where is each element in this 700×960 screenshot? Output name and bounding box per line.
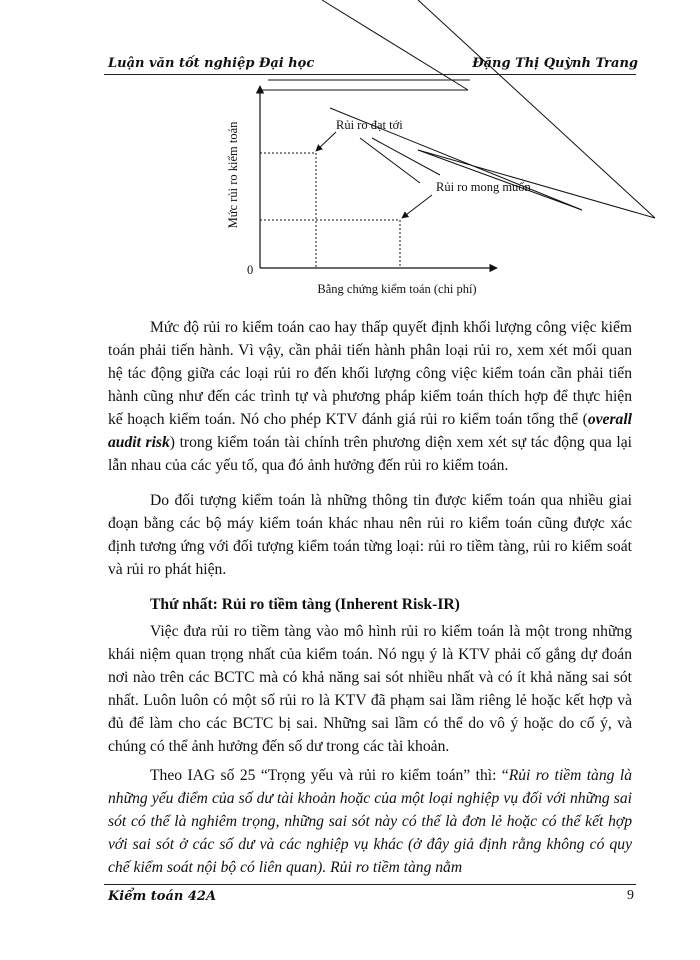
paragraph-2: Do đối tượng kiểm toán là những thông tin được kiểm toán qua nhiều giai đoạn bằng các bộ máy kiểm toán khác nhau nên rủi ro kiểm toán cũng được xác định tương ứng với đối tượng kiểm toán từng loại: rủi ro tiềm tàng, rủi ro kiểm soát và rủi ro phát hiện. [108, 492, 632, 578]
paragraph-1: Mức độ rủi ro kiểm toán cao hay thấp quyết định khối lượng công việc kiểm toán phải tiến hành. Vì vậy, cần phải tiến hành phân loại rủi ro, xem xét mối quan hệ tác động giữa các loại rủi ro đến khối lượng công việc kiểm toán cần phải tiến hành cũng như đến các trình tự và phương pháp kiểm toán thích hợp để thực hiện kế hoạch kiểm toán. Nó cho phép KTV đánh giá rủi ro kiểm toán tổng thể (overall audit risk) trong kiểm toán tài chính trên phương diện xem xét sự tác động qua lại lẫn nhau của các yếu tố, qua đó ảnh hưởng đến rủi ro kiểm toán. [108, 319, 632, 474]
body-text [108, 316, 632, 879]
y-axis-label: Mức rủi ro kiểm toán [226, 121, 240, 229]
quote-iag25: Rủi ro tiềm tàng là những yếu điểm của số dư tài khoản hoặc của một loại nghiệp vụ đối với những sai sót có thể là nghiêm trọng, những sai sót này có thể là đơn lẻ hoặc có thể kết hợp với sai sót ở các số dư và các nghiệp vụ khác (ở đây giả định rằng không có quy chế kiểm soát nội bộ có liên quan). Rủi ro tiềm tàng nằm [108, 767, 632, 876]
footer-rule [104, 884, 636, 885]
arrow-desired [402, 195, 432, 218]
footer-left: Kiểm toán 42A [108, 889, 217, 904]
risk-diagram [0, 0, 700, 310]
page-number: 9 [627, 888, 634, 903]
arrow-achieved [316, 132, 336, 151]
paragraph-4: Theo IAG số 25 “Trọng yếu và rủi ro kiểm toán” thì: “Rủi ro tiềm tàng là những yếu điểm của số dư tài khoản hoặc của một loại nghiệp vụ đối với những sai sót có thể là nghiêm trọng, những sai sót này có thể là đơn lẻ hoặc có thể kết hợp với sai sót ở các số dư và các nghiệp vụ khác (ở đây giả định rằng không có quy chế kiểm soát nội bộ có liên quan). Rủi ro tiềm tàng nằm [108, 767, 632, 876]
header-right: Đặng Thị Quỳnh Trang [472, 56, 638, 71]
header-left: Luận văn tốt nghiệp Đại học [108, 56, 315, 71]
label-achieved-risk: Rủi ro đạt tới [336, 118, 403, 132]
section-heading: Thứ nhất: Rủi ro tiềm tàng (Inherent Risk-IR) [150, 596, 460, 613]
term-overall-audit-risk: overall audit risk [108, 411, 632, 451]
origin-label: 0 [247, 263, 254, 277]
label-desired-risk: Rủi ro mong muốn [436, 180, 531, 194]
x-axis-label: Bằng chứng kiểm toán (chi phí) [317, 282, 477, 296]
paragraph-3: Việc đưa rủi ro tiềm tàng vào mô hình rủi ro kiểm toán là một trong những khái niệm quan trọng nhất của kiểm toán. Nó ngụ ý là KTV phải cố gắng dự đoán nơi nào trên các BCTC mà có khả năng sai sót nhiều nhất và có ít khả năng sai sót nhất. Luôn luôn có một số rủi ro là KTV đã phạm sai lầm riêng lẻ hoặc kết hợp và đủ để làm cho các BCTC bị sai. Những sai lầm có thể do vô ý hoặc do cố ý, và chúng có thể ảnh hưởng đến số dư trong các tài khoản. [108, 623, 632, 755]
